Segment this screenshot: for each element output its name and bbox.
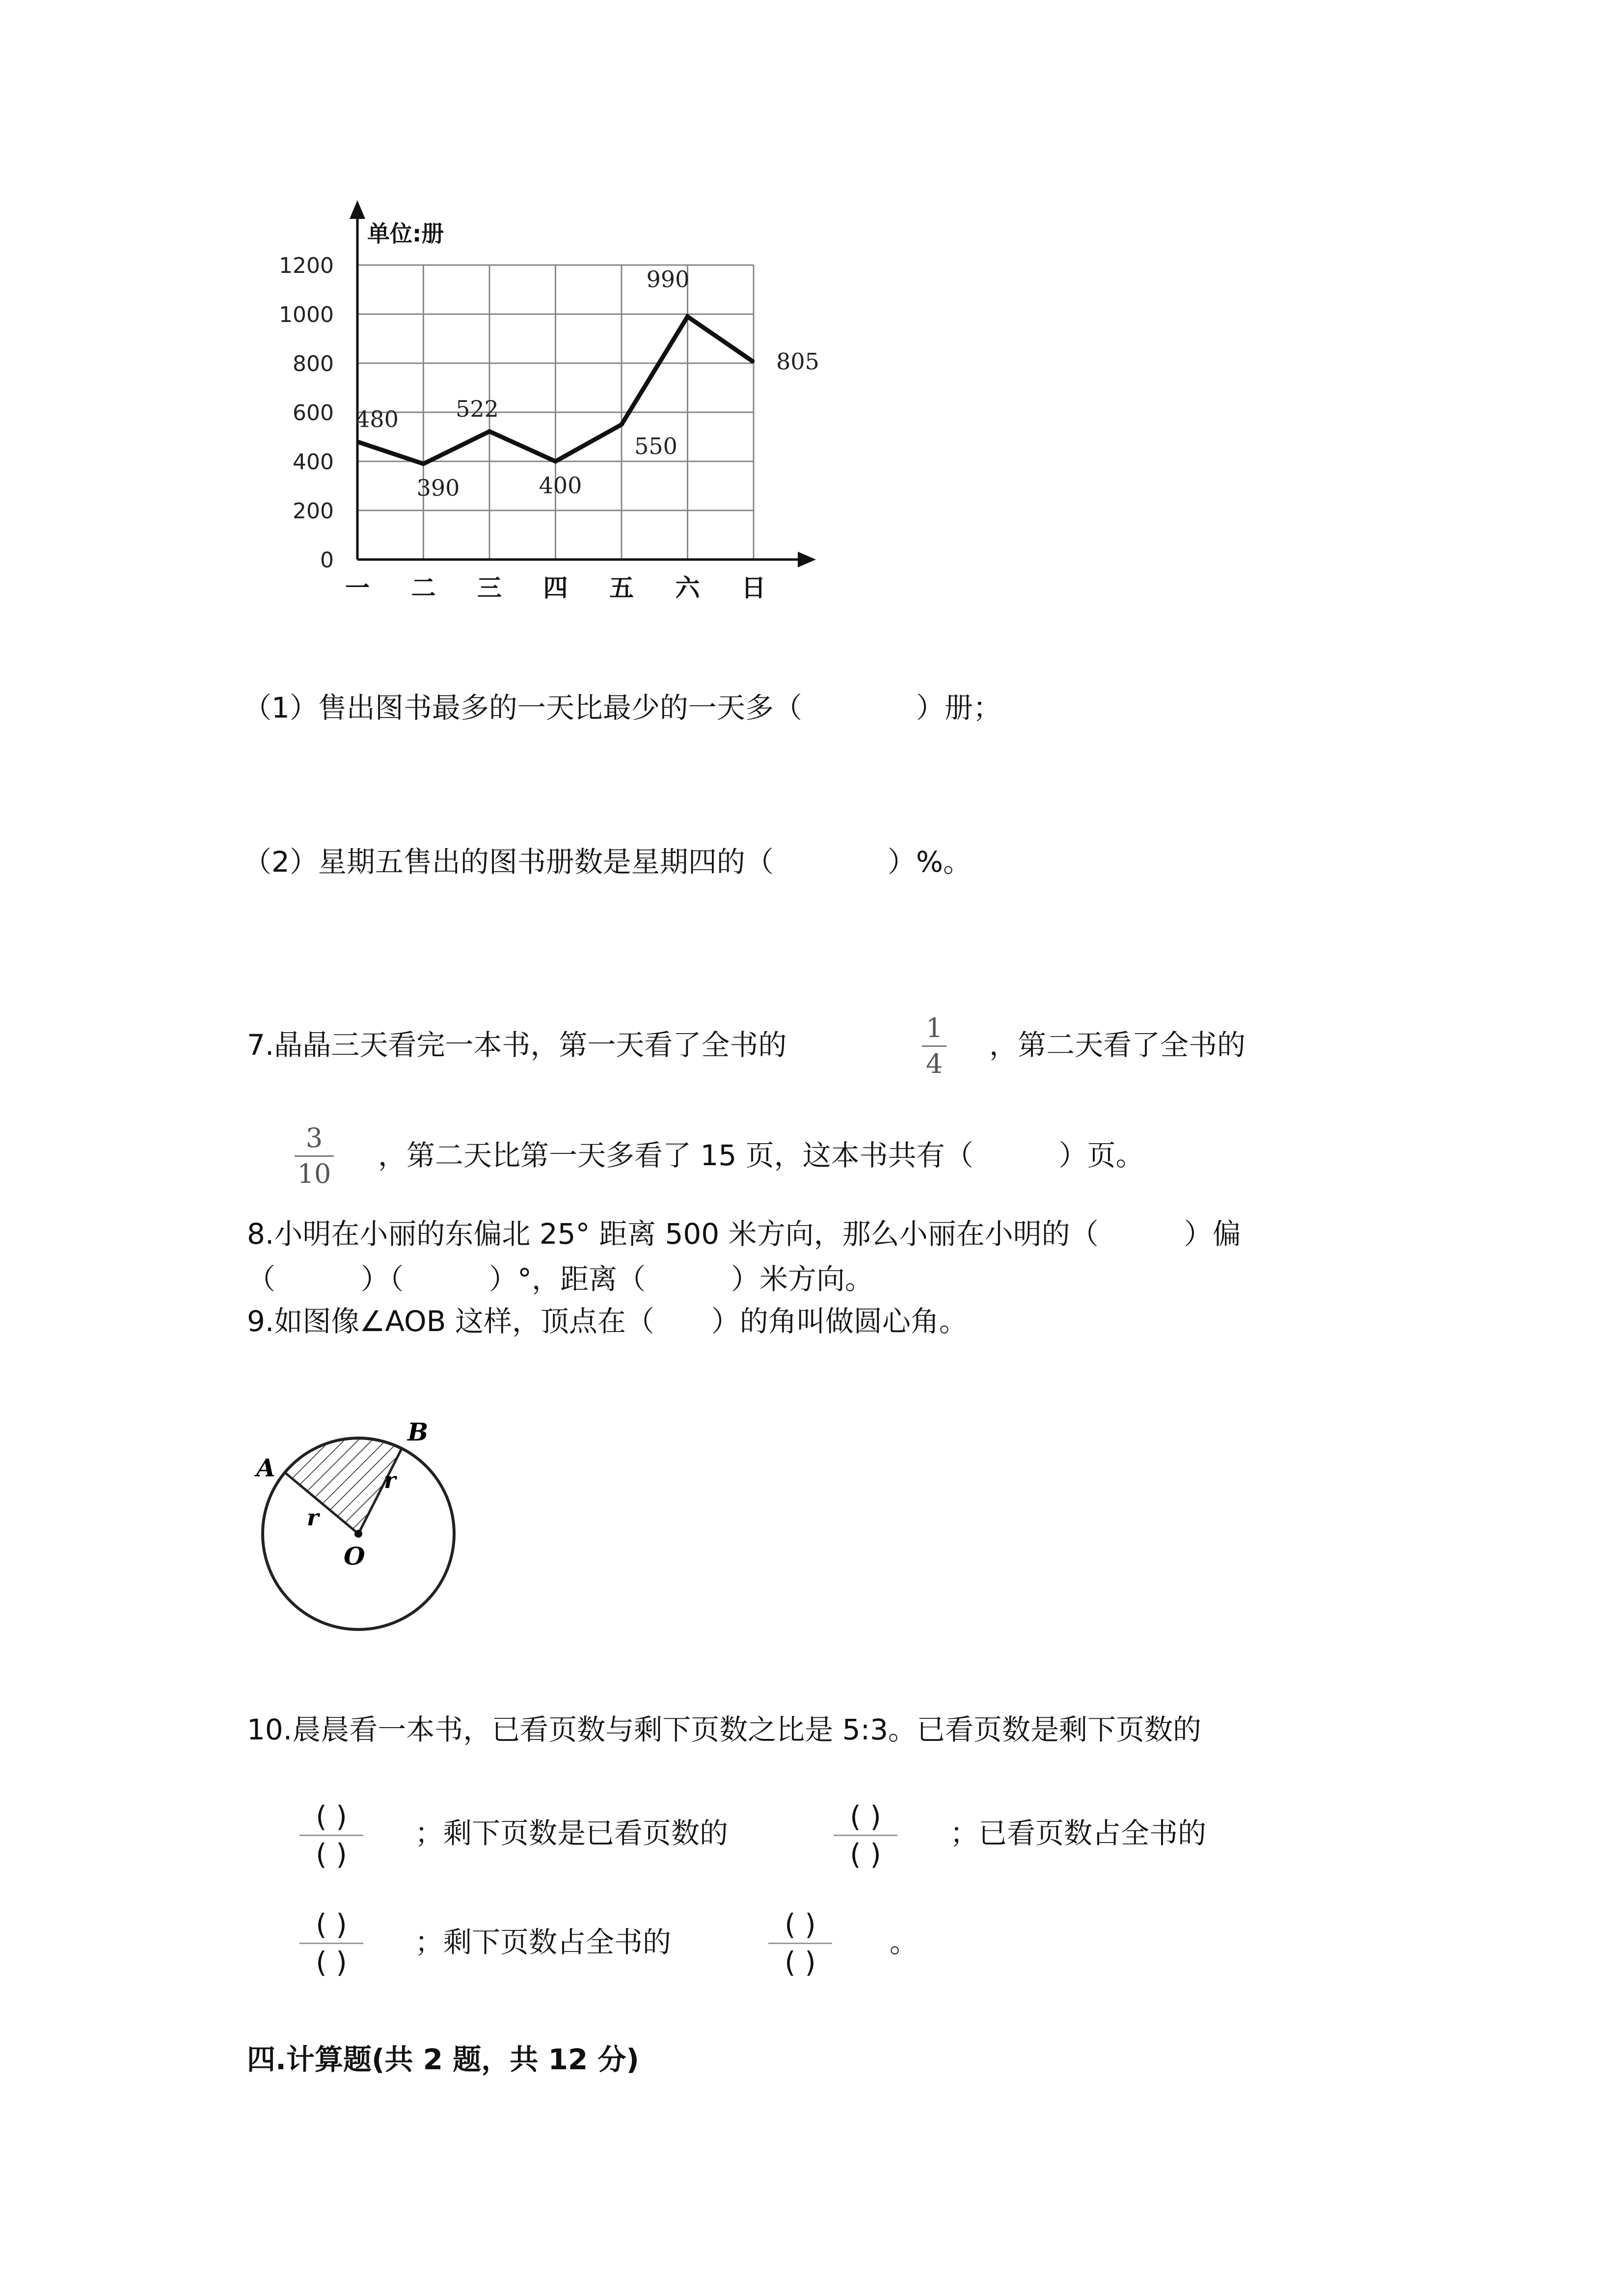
q7-fraction-1-4 bbox=[922, 1015, 947, 1077]
fraction-bar bbox=[922, 1045, 947, 1047]
x-axis-arrow bbox=[798, 552, 816, 567]
data-label: 390 bbox=[416, 475, 460, 501]
section-title: 四.计算题(共 2 题，共 12 分) bbox=[247, 2043, 639, 2076]
x-tick-label: 六 bbox=[675, 574, 700, 602]
data-label: 550 bbox=[634, 433, 677, 459]
data-label: 805 bbox=[776, 348, 819, 375]
q8-line2: （ ）（ ）°，距离（ ）米方向。 bbox=[247, 1262, 874, 1296]
y-tick-label: 1000 bbox=[279, 302, 334, 327]
q10-blank-fraction-1[interactable] bbox=[299, 1802, 363, 1869]
q10-text-t1: ；剩下页数是已看页数的 bbox=[415, 1816, 729, 1850]
y-tick-label: 0 bbox=[320, 548, 334, 573]
blank-denominator[interactable]: ( ) bbox=[785, 1946, 816, 1979]
q10-line1: 10.晨晨看一本书，已看页数与剩下页数之比是 5:3。已看页数是剩下页数的 bbox=[247, 1713, 1202, 1746]
chart-grid bbox=[357, 265, 754, 560]
y-tick-label: 1200 bbox=[279, 253, 334, 278]
q10-blank-fraction-3[interactable] bbox=[299, 1908, 363, 1979]
q10-blank-fraction-2[interactable] bbox=[834, 1802, 897, 1869]
q7-fraction-3-10 bbox=[295, 1122, 334, 1189]
center-point bbox=[354, 1530, 362, 1538]
blank-denominator[interactable]: ( ) bbox=[316, 1946, 347, 1979]
data-point bbox=[488, 430, 490, 432]
x-tick-label: 五 bbox=[609, 574, 634, 602]
chart-x-ticks bbox=[345, 574, 766, 602]
x-tick-label: 四 bbox=[543, 574, 568, 602]
label-a: A bbox=[256, 1453, 275, 1482]
fraction-bar bbox=[295, 1155, 334, 1157]
x-tick-label: 一 bbox=[345, 574, 370, 602]
data-point bbox=[753, 361, 755, 363]
q10-text-t4: 。 bbox=[890, 1925, 919, 1959]
q10-blank-fraction-4[interactable] bbox=[768, 1908, 832, 1979]
data-point bbox=[356, 441, 358, 443]
q9-text: 9.如图像∠AOB 这样，顶点在（ ）的角叫做圆心角。 bbox=[247, 1305, 968, 1338]
chart-y-ticks bbox=[279, 253, 334, 573]
x-tick-label: 三 bbox=[477, 574, 502, 602]
q7-text-part2: ，第二天看了全书的 bbox=[989, 1028, 1246, 1062]
data-point bbox=[687, 316, 689, 318]
data-label: 400 bbox=[539, 472, 582, 499]
x-tick-label: 二 bbox=[411, 574, 436, 602]
fraction-denominator: 4 bbox=[925, 1048, 943, 1079]
y-tick-label: 800 bbox=[293, 351, 334, 376]
fraction-bar bbox=[768, 1943, 832, 1944]
fraction-bar bbox=[834, 1835, 897, 1836]
y-axis-arrow bbox=[350, 200, 365, 219]
data-label: 522 bbox=[456, 396, 499, 422]
blank-numerator[interactable]: ( ) bbox=[316, 1908, 347, 1941]
chart-axes bbox=[350, 200, 816, 567]
q6-sub1: （1）售出图书最多的一天比最少的一天多（ ）册； bbox=[243, 691, 1001, 724]
q6-sub2: （2）星期五售出的图书册数是星期四的（ ）%。 bbox=[243, 845, 972, 879]
blank-numerator[interactable]: ( ) bbox=[785, 1908, 816, 1941]
chart-data-labels bbox=[355, 266, 819, 501]
y-tick-label: 200 bbox=[293, 499, 334, 524]
q10-text-t3: ；剩下页数占全书的 bbox=[415, 1925, 672, 1959]
fraction-numerator: 3 bbox=[305, 1122, 323, 1153]
y-tick-label: 400 bbox=[293, 450, 334, 475]
q7-text-part1: 7.晶晶三天看完一本书，第一天看了全书的 bbox=[247, 1028, 787, 1062]
q7-text-part3: ，第二天比第一天多看了 15 页，这本书共有（ ）页。 bbox=[378, 1139, 1144, 1172]
data-label: 990 bbox=[646, 266, 690, 293]
label-o: O bbox=[344, 1542, 365, 1571]
blank-numerator[interactable]: ( ) bbox=[850, 1800, 881, 1833]
data-label: 480 bbox=[355, 406, 399, 432]
line-chart bbox=[0, 0, 1624, 638]
fraction-numerator: 1 bbox=[925, 1013, 943, 1043]
x-tick-label: 日 bbox=[741, 574, 766, 602]
circle-diagram bbox=[245, 1414, 471, 1639]
data-point bbox=[555, 460, 557, 462]
q10-text-t2: ；已看页数占全书的 bbox=[950, 1816, 1207, 1850]
data-point bbox=[621, 424, 623, 426]
fraction-bar bbox=[299, 1943, 363, 1944]
data-point bbox=[423, 463, 425, 465]
blank-denominator[interactable]: ( ) bbox=[316, 1838, 347, 1871]
label-r-left: r bbox=[307, 1504, 319, 1531]
y-tick-label: 600 bbox=[293, 400, 334, 426]
blank-numerator[interactable]: ( ) bbox=[316, 1800, 347, 1833]
blank-denominator[interactable]: ( ) bbox=[850, 1838, 881, 1871]
fraction-bar bbox=[299, 1835, 363, 1836]
label-b: B bbox=[407, 1417, 429, 1446]
chart-unit-label: 单位:册 bbox=[367, 220, 444, 247]
label-r-right: r bbox=[384, 1467, 396, 1494]
fraction-denominator: 10 bbox=[297, 1158, 331, 1189]
q8-line1: 8.小明在小丽的东偏北 25° 距离 500 米方向，那么小丽在小明的（ ）偏 bbox=[247, 1217, 1241, 1251]
